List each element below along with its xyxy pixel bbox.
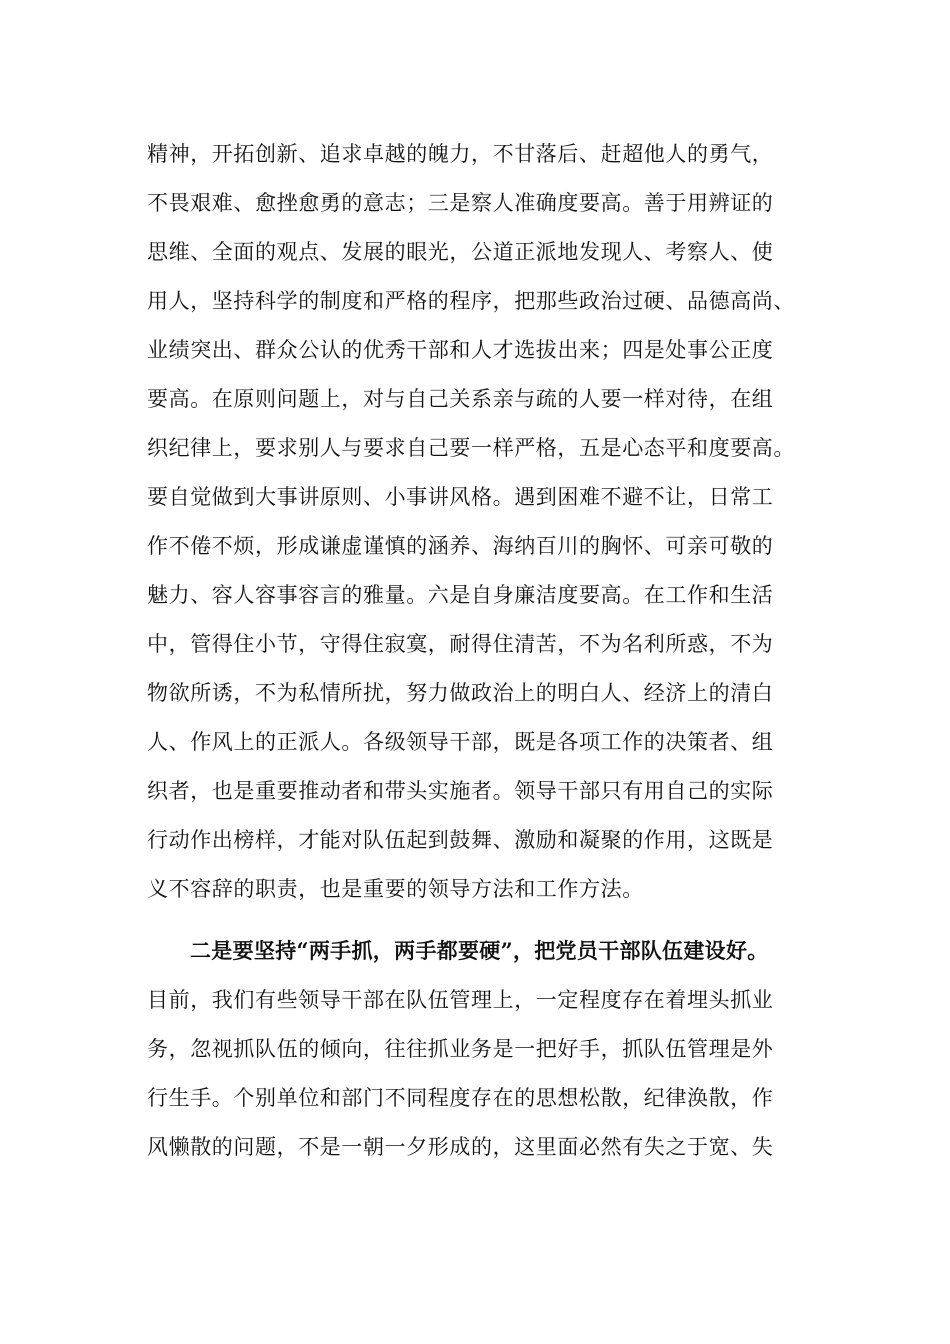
paragraph-1-line-16: 义不容辞的职责，也是重要的领导方法和工作方法。 (147, 877, 644, 901)
paragraph-1-line-12: 物欲所诱，不为私情所扰，努力做政治上的明白人、经济上的清白 (147, 681, 774, 705)
paragraph-2-line-2: 务，忽视抓队伍的倾向，往往抓业务是一把好手，抓队伍管理是外 (147, 1037, 774, 1061)
paragraph-1-line-3: 思维、全面的观点、发展的眼光，公道正派地发现人、考察人、使 (147, 240, 774, 264)
paragraph-1-line-13: 人、作风上的正派人。各级领导干部，既是各项工作的决策者、组 (147, 730, 774, 754)
paragraph-1-line-9: 作不倦不烦，形成谦虚谨慎的涵养、海纳百川的胸怀、可亲可敬的 (147, 534, 774, 558)
paragraph-1-line-1: 精神，开拓创新、追求卓越的魄力，不甘落后、赶超他人的勇气， (147, 142, 774, 166)
paragraph-1-line-4: 用人，坚持科学的制度和严格的程序，把那些政治过硬、品德高尚、 (147, 289, 795, 313)
paragraph-1-line-14: 织者，也是重要推动者和带头实施者。领导干部只有用自己的实际 (147, 779, 774, 803)
paragraph-1-line-6: 要高。在原则问题上，对与自己关系亲与疏的人要一样对待，在组 (147, 387, 774, 411)
paragraph-1-line-10: 魅力、容人容事容言的雅量。六是自身廉洁度要高。在工作和生活 (147, 583, 774, 607)
paragraph-2-heading: 二是要坚持“两手抓，两手都要硬”，把党员干部队伍建设好。 (190, 938, 769, 963)
paragraph-1-line-8: 要自觉做到大事讲原则、小事讲风格。遇到困难不避不让，日常工 (147, 485, 774, 509)
paragraph-2-line-3: 行生手。个别单位和部门不同程度存在的思想松散，纪律涣散，作 (147, 1086, 774, 1110)
paragraph-1-line-7: 织纪律上，要求别人与要求自己要一样严格，五是心态平和度要高。 (147, 436, 795, 460)
paragraph-1-line-11: 中，管得住小节，守得住寂寞，耐得住清苦，不为名利所惑，不为 (147, 632, 774, 656)
paragraph-1-line-2: 不畏艰难、愈挫愈勇的意志；三是察人准确度要高。善于用辨证的 (147, 191, 774, 215)
paragraph-2-line-1: 目前，我们有些领导干部在队伍管理上，一定程度存在着埋头抓业 (147, 988, 774, 1012)
paragraph-1-line-15: 行动作出榜样，才能对队伍起到鼓舞、激励和凝聚的作用，这既是 (147, 828, 774, 852)
paragraph-1-line-5: 业绩突出、群众公认的优秀干部和人才选拔出来；四是处事公正度 (147, 338, 774, 362)
paragraph-2-line-4: 风懒散的问题，不是一朝一夕形成的，这里面必然有失之于宽、失 (147, 1135, 774, 1159)
